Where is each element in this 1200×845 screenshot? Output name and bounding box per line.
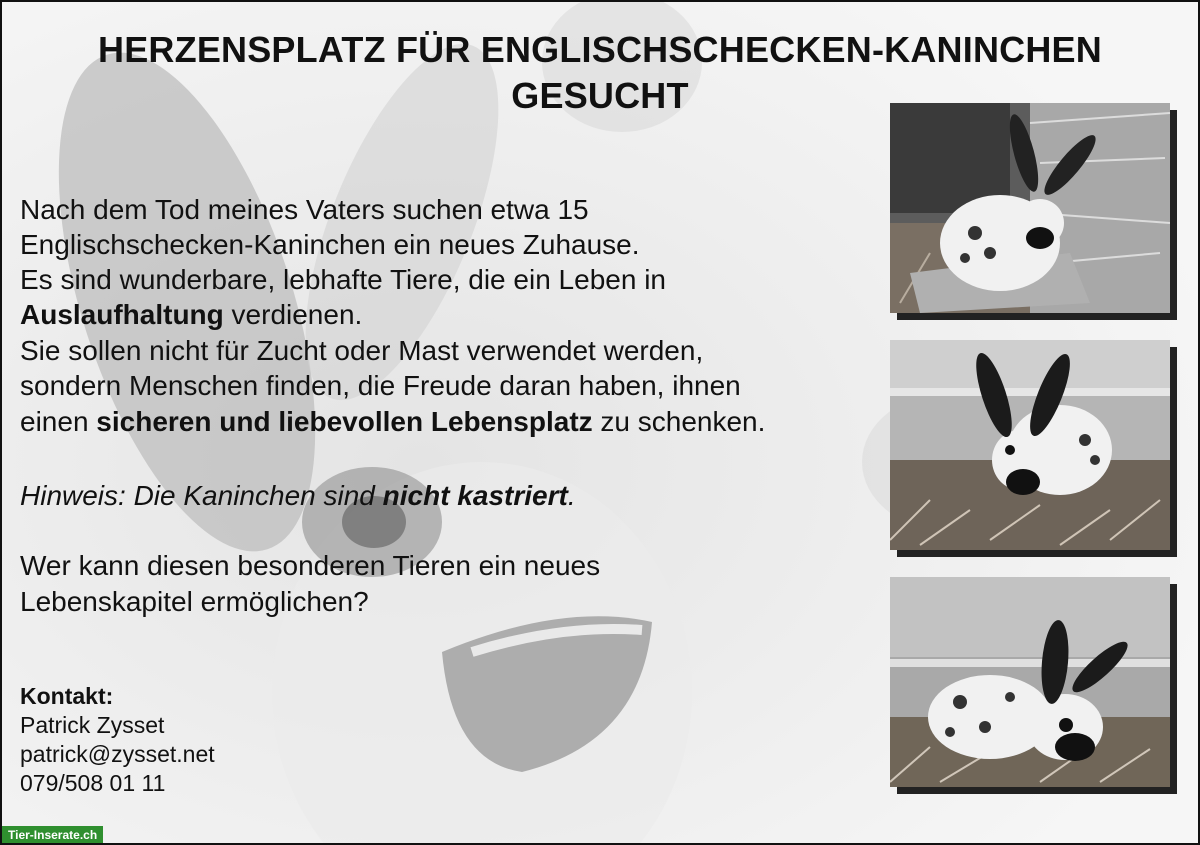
body-line-2: Englischschecken-Kaninchen ein neues Zuhause. <box>20 229 640 260</box>
question-line-1: Wer kann diesen besonderen Tieren ein neues <box>20 550 601 581</box>
page-title-line-1: HERZENSPLATZ FÜR ENGLISCHSCHECKEN-KANINCHEN <box>98 29 1102 70</box>
body-line-7-post: zu schenken. <box>592 406 766 437</box>
rabbit-photo-1 <box>890 103 1170 313</box>
note-pre: Hinweis: Die Kaninchen sind <box>20 480 383 511</box>
body-line-1: Nach dem Tod meines Vaters suchen etwa 15 <box>20 194 589 225</box>
note-post: . <box>567 480 576 511</box>
body-line-7-pre: einen <box>20 406 97 437</box>
note-line <box>20 478 576 513</box>
body-line-4-rest: verdienen. <box>223 299 363 330</box>
bold-lebensplatz: sicheren und liebevollen Lebensplatz <box>96 406 593 437</box>
body-line-6: sondern Menschen finden, die Freude daran haben, ihnen <box>20 370 741 401</box>
rabbit-photo-3 <box>890 577 1170 787</box>
rabbit-photo-2 <box>890 340 1170 550</box>
body-line-3: Es sind wunderbare, lebhafte Tiere, die ein Leben in <box>20 264 666 295</box>
contact-block <box>20 682 215 798</box>
note-bold: nicht kastriert <box>382 480 568 511</box>
contact-phone: 079/508 01 11 <box>20 770 166 796</box>
body-line-5: Sie sollen nicht für Zucht oder Mast verwendet werden, <box>20 335 704 366</box>
body-line-7 <box>20 404 765 439</box>
contact-email: patrick@zysset.net <box>20 741 215 767</box>
contact-name: Patrick Zysset <box>20 712 165 738</box>
question-line-2: Lebenskapitel ermöglichen? <box>20 586 369 617</box>
contact-heading: Kontakt: <box>20 683 114 709</box>
watermark-badge: Tier-Inserate.ch <box>2 826 103 844</box>
body-line-4 <box>20 297 362 332</box>
bold-auslaufhaltung: Auslaufhaltung <box>20 299 224 330</box>
page-title-line-2: GESUCHT <box>511 75 689 116</box>
